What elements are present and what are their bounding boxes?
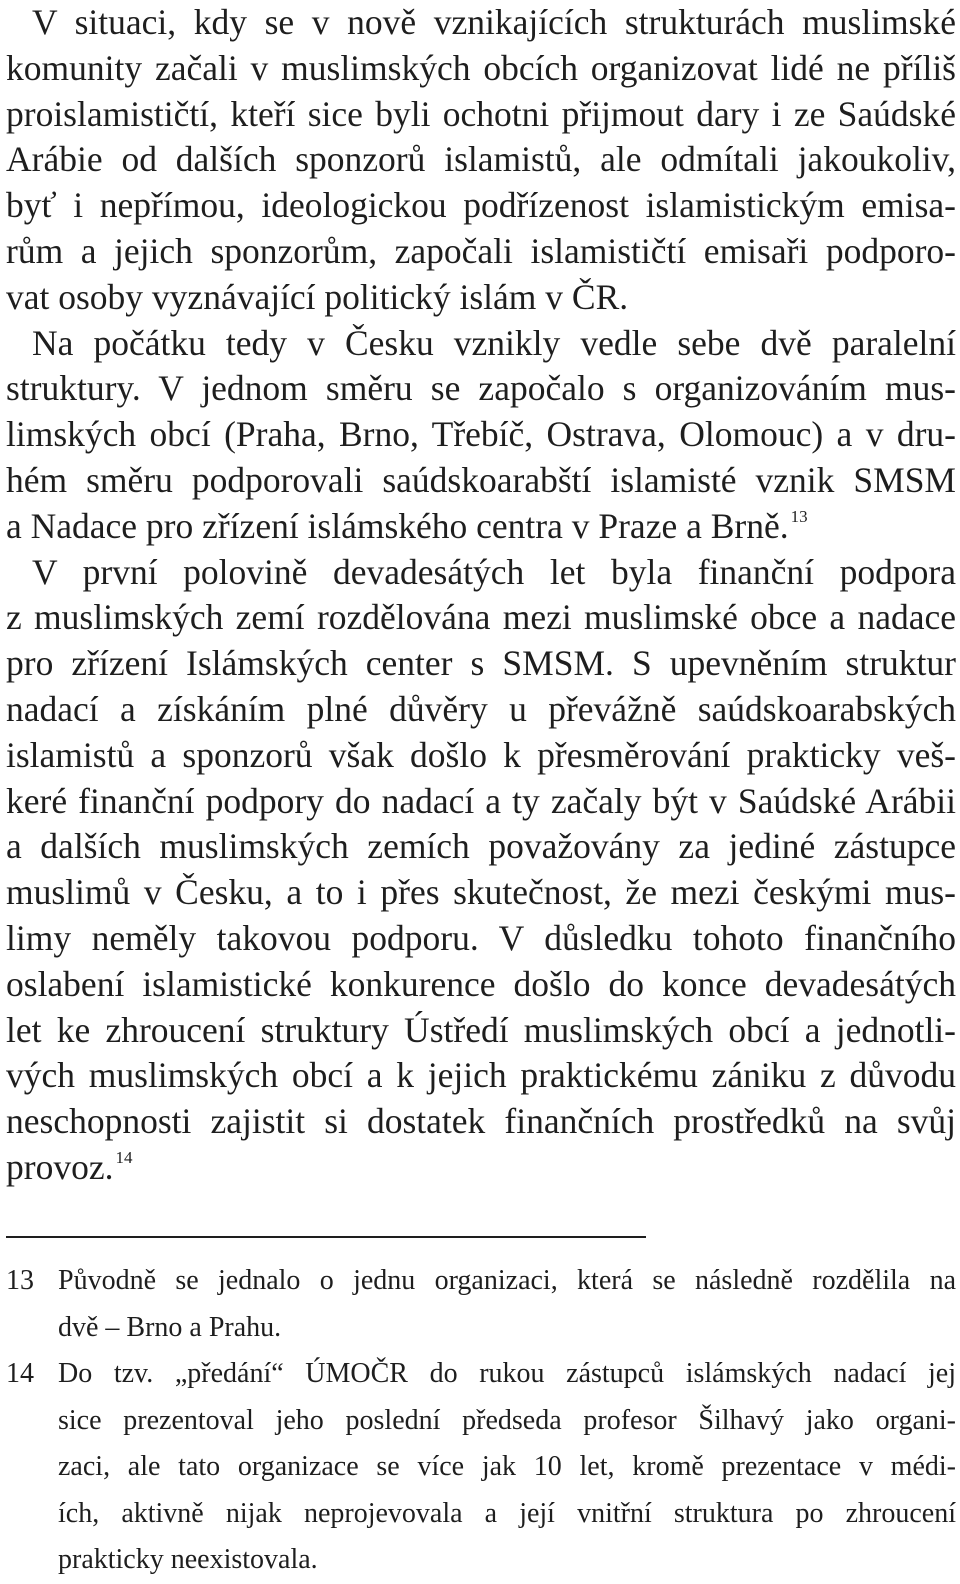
text-line: limy neměly takovou podporu. V důsledku tohoto finančního xyxy=(6,917,956,958)
footnotes xyxy=(6,1258,956,1584)
text-line: z muslimských zemí rozdělována mezi muslimské obce a nadace xyxy=(6,597,956,638)
text-line: vat osoby vyznávající politický islám v ČR. xyxy=(6,276,629,317)
footnote-13 xyxy=(6,1258,956,1351)
footnote-reference-13[interactable]: 13 xyxy=(790,506,808,526)
text-line: pro zřízení Islámských center s SMSM. S upevněním struktur xyxy=(6,643,956,684)
footnote-number: 13 xyxy=(6,1265,34,1296)
footnote-separator xyxy=(6,1236,646,1238)
text-line: islamistů a sponzorů však došlo k přesměrování prakticky veš- xyxy=(6,734,956,775)
text-line: keré finanční podpory do nadací a ty začaly být v Saúdské Arábii xyxy=(6,780,956,821)
footnote-line: prakticky neexistovala. xyxy=(58,1544,318,1575)
text-line-with-note xyxy=(6,1145,956,1191)
text-line: Na počátku tedy v Česku vznikly vedle sebe dvě paralelní xyxy=(32,322,956,363)
text-line: oslabení islamistické konkurence došlo do konce devadesátých xyxy=(6,963,956,1004)
text-line: Arábie od dalších sponzorů islamistů, ale odmítali jakoukoliv, xyxy=(6,139,956,180)
footnote-line: Původně se jednalo o jednu organizaci, která se následně rozdělila na xyxy=(58,1265,956,1296)
text-line: provoz. xyxy=(6,1146,114,1187)
footnote-line: ích, aktivně nijak neprojevovala a její vnitřní struktura po zhroucení xyxy=(58,1497,956,1529)
text-line: nadací a získáním plné důvěry u převážně saúdskoarabských xyxy=(6,688,956,729)
footnote-line: sice prezentoval jeho poslední předseda profesor Šilhavý jako organi- xyxy=(58,1404,956,1436)
text-line: rům a jejich sponzorům, započali islamističtí emisaři podporo- xyxy=(6,230,956,271)
footnote-number: 14 xyxy=(6,1358,34,1389)
text-line: a dalších muslimských zemích považovány za jediné zástupce xyxy=(6,826,956,867)
text-line: byť i nepřímou, ideologickou podřízenost islamistickým emisa- xyxy=(6,185,956,226)
text-line: komunity začali v muslimských obcích organizovat lidé ne příliš xyxy=(6,47,956,88)
footnote-line: dvě – Brno a Prahu. xyxy=(58,1311,282,1343)
text-line: let ke zhroucení struktury Ústředí muslimských obcí a jednotli- xyxy=(6,1009,956,1050)
footnote-line: zaci, ale tato organizace se více jak 10 let, kromě prezentace v médi- xyxy=(58,1451,956,1482)
text-line-with-note xyxy=(6,504,956,550)
text-line: V situaci, kdy se v nově vznikajících strukturách muslimské xyxy=(32,2,956,42)
footnote-14 xyxy=(6,1351,956,1584)
text-line: vých muslimských obcí a k jejich praktickému zániku z důvodu xyxy=(6,1055,956,1096)
text-line: hém směru podporovali saúdskoarabští islamisté vznik SMSM xyxy=(6,459,956,500)
footnote-reference-14[interactable]: 14 xyxy=(115,1147,133,1167)
text-line: V první polovině devadesátých let byla finanční podpora xyxy=(32,551,956,592)
main-text xyxy=(6,0,956,1191)
text-line: a Nadace pro zřízení islámského centra v Praze a Brně. xyxy=(6,505,789,546)
text-line: struktury. V jednom směru se započalo s organizováním mus- xyxy=(6,368,956,409)
text-line: limských obcí (Praha, Brno, Třebíč, Ostrava, Olomouc) a v dru- xyxy=(6,414,956,455)
document-page xyxy=(6,0,956,1191)
text-line: muslimů v Česku, a to i přes skutečnost, že mezi českými mus- xyxy=(6,872,956,913)
text-line: neschopnosti zajistit si dostatek finančních prostředků na svůj xyxy=(6,1101,956,1142)
text-line: proislamističtí, kteří sice byli ochotni přijmout dary i ze Saúdské xyxy=(6,93,956,134)
footnote-line: Do tzv. „předání“ ÚMOČR do rukou zástupců islámských nadací jej xyxy=(58,1358,956,1389)
